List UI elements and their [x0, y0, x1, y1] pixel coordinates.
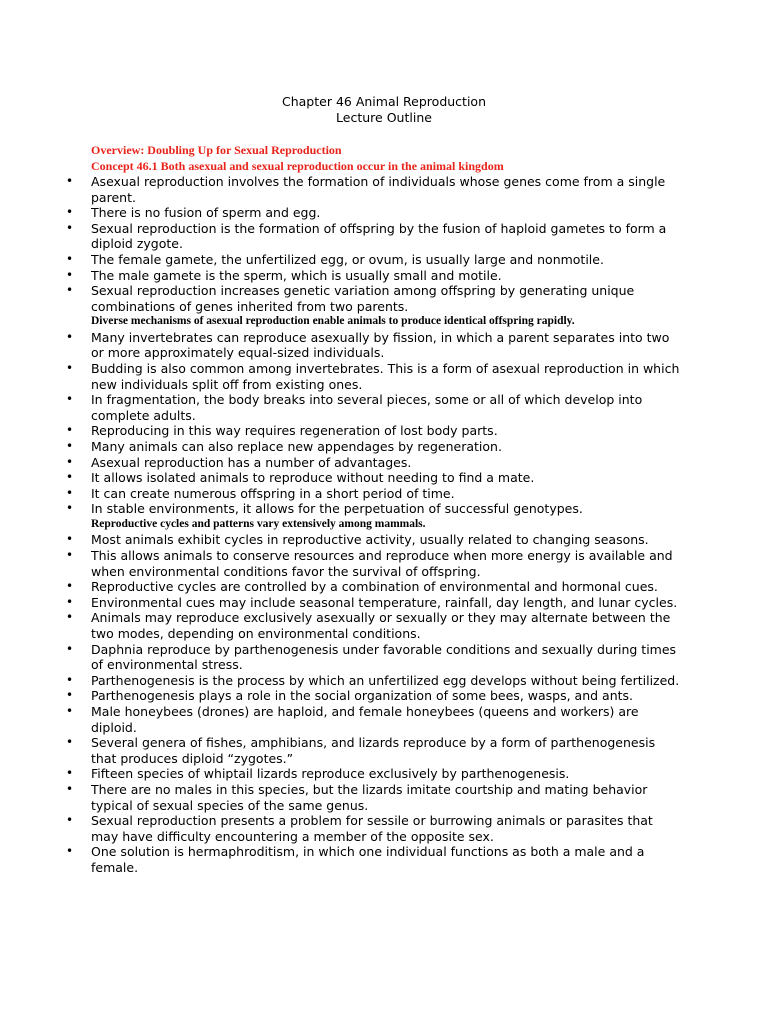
bullet-text: The male gamete is the sperm, which is usually small and motile.	[91, 267, 502, 283]
bullet-icon: •	[66, 548, 74, 563]
bullet-text: Asexual reproduction has a number of advantages.	[91, 454, 412, 470]
bullet-icon: •	[66, 251, 74, 266]
bullet-text: The female gamete, the unfertilized egg, or ovum, is usually large and nonmotile.	[91, 251, 604, 267]
bullet-text: There are no males in this species, but the lizards imitate courtship and mating behavior typical of sexual species of the same genus.	[91, 781, 648, 813]
bullet-icon: •	[66, 813, 74, 828]
bullet-item	[64, 595, 684, 611]
bullet-icon: •	[66, 283, 74, 298]
bullet-item	[64, 673, 684, 689]
bullet-text: It can create numerous offspring in a short period of time.	[91, 485, 455, 501]
bullet-list	[64, 532, 684, 875]
bullet-item	[64, 735, 684, 766]
bullet-icon: •	[66, 594, 74, 609]
bullet-text: Most animals exhibit cycles in reproductive activity, usually related to changing seasons.	[91, 532, 649, 548]
bullet-text: Sexual reproduction increases genetic variation among offspring by generating unique combinations of genes inherited from two parents.	[91, 283, 635, 314]
bullet-item	[64, 486, 684, 502]
bullet-item	[64, 205, 684, 221]
bullet-item	[64, 501, 684, 517]
bullet-item	[64, 642, 684, 673]
bullet-text: Daphnia reproduce by parthenogenesis under favorable conditions and sexually during times of environmental stress.	[91, 641, 677, 673]
bullet-text: Male honeybees (drones) are haploid, and female honeybees (queens and workers) are diploid.	[91, 704, 639, 735]
bullet-item	[64, 283, 684, 314]
bullet-icon: •	[66, 672, 74, 687]
outline-content	[64, 143, 684, 876]
bullet-text: Reproducing in this way requires regeneration of lost body parts.	[91, 423, 498, 439]
bullet-icon: •	[66, 485, 74, 500]
bullet-item	[64, 610, 684, 641]
bullet-text: In fragmentation, the body breaks into several pieces, some or all of which develop into complete adults.	[91, 392, 643, 423]
bullet-item	[64, 766, 684, 782]
bullet-icon: •	[66, 439, 74, 453]
bullet-text: Parthenogenesis plays a role in the social organization of some bees, wasps, and ants.	[91, 688, 634, 704]
bullet-item	[64, 439, 684, 455]
bullet-text: Sexual reproduction is the formation of offspring by the fusion of haploid gametes to form a diploid zygote.	[91, 220, 667, 252]
bullet-icon: •	[66, 735, 74, 750]
bullet-text: One solution is hermaphroditism, in which one individual functions as both a male and a female.	[91, 844, 645, 875]
bullet-icon: •	[66, 361, 74, 376]
bullet-item	[64, 532, 684, 548]
bullet-item	[64, 268, 684, 284]
bullet-text: Fifteen species of whiptail lizards reproduce exclusively by parthenogenesis.	[91, 766, 570, 782]
document-subtitle: Lecture Outline	[336, 109, 432, 125]
bullet-icon: •	[66, 641, 74, 656]
bullet-icon: •	[66, 688, 74, 703]
bullet-item	[64, 330, 684, 361]
bullet-item	[64, 782, 684, 813]
bullet-text: Animals may reproduce exclusively asexually or sexually or they may alternate between the two modes, depending on environmental conditions.	[91, 610, 671, 642]
bullet-text: Several genera of fishes, amphibians, and lizards reproduce by a form of parthenogenesis that produces diploid “zygotes.”	[91, 735, 656, 766]
bullet-item	[64, 392, 684, 423]
bullet-item	[64, 704, 684, 735]
bullet-icon: •	[66, 267, 74, 282]
bullet-icon: •	[66, 423, 74, 438]
bullet-text: This allows animals to conserve resources and reproduce when more energy is available and when environmental conditions favor the survival of offspring.	[91, 548, 673, 579]
bullet-item	[64, 813, 684, 844]
bullet-list	[64, 174, 684, 314]
section-heading: Concept 46.1 Both asexual and sexual reproduction occur in the animal kingdom	[91, 158, 504, 173]
bullet-text: Budding is also common among invertebrates. This is a form of asexual reproduction in which new individuals split off from existing ones.	[91, 361, 680, 392]
bullet-text: Asexual reproduction involves the formation of individuals whose genes come from a single parent.	[91, 174, 666, 205]
bullet-icon: •	[66, 844, 74, 859]
section-heading: Overview: Doubling Up for Sexual Reproduction	[91, 143, 342, 157]
bullet-icon: •	[66, 766, 74, 781]
document-title: Chapter 46 Animal Reproduction	[282, 94, 486, 109]
bullet-icon: •	[66, 579, 74, 594]
bullet-item	[64, 548, 684, 579]
bullet-text: In stable environments, it allows for the perpetuation of successful genotypes.	[91, 501, 583, 517]
bullet-item	[64, 455, 684, 471]
bullet-icon: •	[66, 501, 74, 516]
bullet-icon: •	[66, 205, 74, 220]
bullet-icon: •	[66, 392, 74, 407]
bullet-icon: •	[66, 704, 74, 718]
bullet-text: There is no fusion of sperm and egg.	[91, 205, 321, 221]
bullet-item	[64, 221, 684, 252]
bullet-text: Environmental cues may include seasonal temperature, rainfall, day length, and lunar cycles.	[91, 594, 678, 610]
bullet-list	[64, 330, 684, 517]
bullet-icon: •	[66, 470, 74, 485]
bullet-icon: •	[66, 781, 74, 796]
bullet-text: It allows isolated animals to reproduce without needing to find a mate.	[91, 470, 535, 486]
bullet-text: Many animals can also replace new appendages by regeneration.	[91, 439, 502, 454]
title-block	[0, 94, 768, 125]
bullet-icon: •	[66, 329, 74, 344]
bullet-item	[64, 844, 684, 875]
bullet-text: Parthenogenesis is the process by which an unfertilized egg develops without being fertilized.	[91, 672, 680, 688]
bullet-text: Reproductive cycles are controlled by a combination of environmental and hormonal cues.	[91, 579, 658, 595]
bullet-text: Many invertebrates can reproduce asexually by fission, in which a parent separates into two or more approximately equal-sized individuals.	[91, 329, 670, 361]
bullet-icon: •	[66, 454, 74, 469]
bullet-icon: •	[66, 610, 74, 625]
bullet-item	[64, 470, 684, 486]
bullet-item	[64, 579, 684, 595]
bullet-item	[64, 174, 684, 205]
bullet-item	[64, 423, 684, 439]
bullet-text: Sexual reproduction presents a problem for sessile or burrowing animals or parasites that may have difficulty encountering a member of the opposite sex.	[91, 813, 653, 844]
bullet-item	[64, 688, 684, 704]
bullet-icon: •	[66, 532, 74, 547]
subsection-heading: Diverse mechanisms of asexual reproduction enable animals to produce identical offspring rapidly.	[91, 315, 575, 328]
bullet-item	[64, 252, 684, 268]
bullet-item	[64, 361, 684, 392]
bullet-icon: •	[66, 174, 74, 188]
subsection-heading: Reproductive cycles and patterns vary extensively among mammals.	[91, 517, 426, 530]
bullet-icon: •	[66, 220, 74, 235]
